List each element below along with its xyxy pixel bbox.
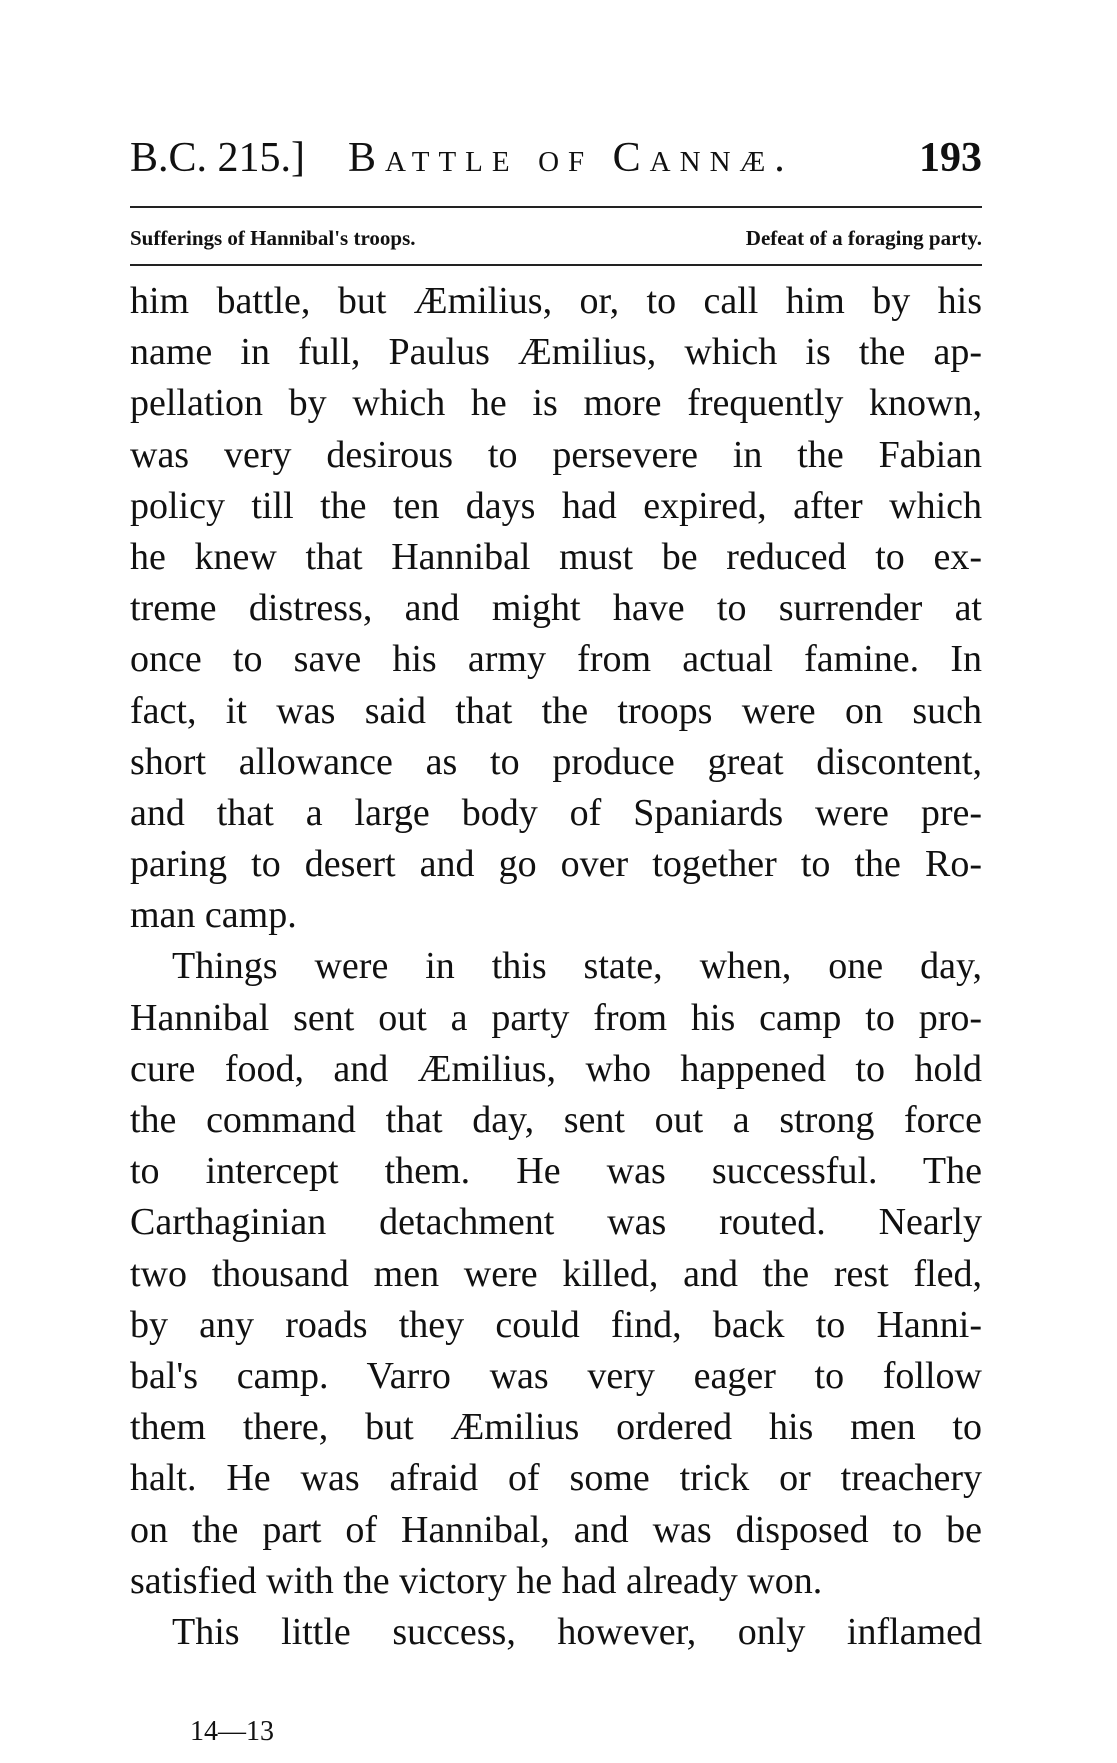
text-line: Things were in this state, when, one day, [172, 945, 982, 988]
subhead-left: Sufferings of Hannibal's troops. [130, 226, 416, 250]
text-line: pellation by which he is more frequently known, [130, 382, 982, 425]
text-line: and that a large body of Spaniards were pre- [130, 791, 982, 834]
running-head [130, 128, 982, 188]
text-line: Carthaginian detachment was routed. Nearly [130, 1201, 982, 1244]
signature-mark: 14—13 [190, 1716, 274, 1747]
header-title: Battle of Cannæ. [348, 135, 794, 181]
text-line: the command that day, sent out a strong force [130, 1099, 982, 1141]
text-line: paring to desert and go over together to the Ro- [130, 843, 982, 886]
text-line: name in full, Paulus Æmilius, which is the ap- [130, 331, 982, 374]
subheads [130, 222, 982, 254]
text-line: two thousand men were killed, and the rest fled, [130, 1252, 982, 1295]
text-line: he knew that Hannibal must be reduced to ex- [130, 535, 982, 578]
text-line: by any roads they could find, back to Hanni- [130, 1303, 982, 1346]
text-line: them there, but Æmilius ordered his men to [130, 1406, 982, 1449]
paragraph [130, 941, 982, 1606]
body-text [130, 276, 982, 1658]
text-line: halt. He was afraid of some trick or treachery [130, 1457, 982, 1500]
text-line: This little success, however, only inflamed [172, 1610, 982, 1653]
text-line: bal's camp. Varro was very eager to follow [130, 1354, 982, 1397]
header-rule-bottom [130, 264, 982, 266]
text-line: satisfied with the victory he had already won. [130, 1559, 823, 1602]
text-line: short allowance as to produce great discontent, [130, 740, 982, 783]
page-number: 193 [919, 135, 982, 181]
text-line: him battle, but Æmilius, or, to call him by his [130, 280, 982, 322]
text-line: to intercept them. He was successful. The [130, 1150, 982, 1193]
text-line: was very desirous to persevere in the Fabian [130, 433, 982, 476]
text-line: on the part of Hannibal, and was disposed to be [130, 1508, 982, 1551]
text-line: Hannibal sent out a party from his camp to pro- [130, 996, 982, 1039]
text-line: fact, it was said that the troops were on such [130, 689, 982, 732]
paragraph [130, 276, 982, 941]
text-line: man camp. [130, 894, 297, 937]
text-line: treme distress, and might have to surrender at [130, 587, 982, 630]
header-date: B.C. 215.] [130, 135, 306, 181]
header-rule-top [130, 206, 982, 208]
text-line: once to save his army from actual famine. In [130, 638, 982, 681]
paragraph [130, 1607, 982, 1658]
subhead-right: Defeat of a foraging party. [745, 226, 982, 250]
text-line: cure food, and Æmilius, who happened to hold [130, 1047, 982, 1090]
text-line: policy till the ten days had expired, after which [130, 484, 982, 527]
